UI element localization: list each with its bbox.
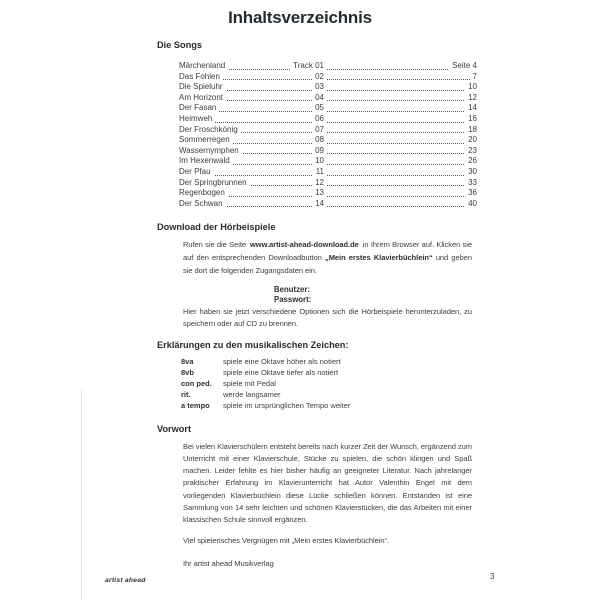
song-title: Heimweh: [179, 114, 215, 125]
page-title: Inhaltsverzeichnis: [228, 8, 372, 27]
section-heading-songs: Die Songs: [157, 40, 202, 50]
symbol-definition: spiele eine Oktave höher als notiert: [223, 356, 341, 366]
song-page: 36: [465, 188, 477, 199]
toc-row: [179, 135, 477, 146]
toc-row: [179, 72, 477, 83]
song-track: 06: [312, 114, 327, 125]
symbol-definition: spiele mit Pedal: [223, 378, 276, 388]
toc-row: [179, 125, 477, 136]
song-page: 18: [465, 125, 477, 136]
song-track: 12: [312, 178, 327, 189]
symbol-term: con ped.: [181, 378, 212, 388]
user-label: Benutzer:: [274, 284, 310, 294]
song-track: 05: [312, 103, 327, 114]
song-title: Der Pfau: [179, 167, 214, 178]
symbol-term: 8vb: [181, 367, 194, 377]
song-page: 12: [465, 93, 477, 104]
section-heading-download: Download der Hörbeispiele: [157, 222, 276, 233]
foreword-paragraph: Bei vielen Klavierschülern entsteht bereits nach kurzer Zeit der Wunsch, ergänzend zum Unterricht mit einer Klavierschule, Stücke zu spielen, die schön klingen und Spaß machen. Leider fehlte es hier bisher häufig an geeigneter Literatur. Nach jahrelanger praktischer Erfahrung im Klavierunterricht hat Autor Valenthin Engel mit dem vorliegenden Klavierbüchlein diese Lücke schließen können. Entstanden ist eine Sammlung von 14 sehr leichten und schönen Klavierstücken, die das Arbeiten mit einer klassischen Schule sinnvoll ergänzen.: [183, 441, 472, 525]
download-intro-paragraph: [183, 238, 472, 277]
toc-row: [179, 178, 477, 189]
song-page: 40: [465, 199, 477, 210]
toc-row: [179, 188, 477, 199]
song-title: Der Schwan: [179, 199, 226, 210]
intro-post: und geben sie dort die folgenden Zugangsdaten ein.: [183, 253, 472, 276]
song-track: 10: [312, 156, 327, 167]
definition-row: [181, 400, 600, 411]
scan-artifact-line: [81, 390, 82, 600]
table-of-contents: [179, 61, 477, 209]
song-page: 30: [465, 167, 477, 178]
song-title: Märchenland: [179, 61, 228, 72]
symbol-definition: werde langsamer: [223, 389, 281, 399]
song-track: 02: [312, 72, 327, 83]
song-title: Das Fohlen: [179, 72, 223, 83]
song-page: 26: [465, 156, 477, 167]
toc-row: [179, 114, 477, 125]
section-heading-symbols: Erklärungen zu den musikalischen Zeichen:: [157, 339, 349, 350]
credentials-block: [274, 285, 600, 306]
song-page: 10: [465, 82, 477, 93]
song-track: 07: [312, 125, 327, 136]
section-heading-foreword: Vorwort: [157, 423, 192, 434]
song-title: Die Spieluhr: [179, 82, 226, 93]
intro-pre: Rufen sie die Seite: [183, 240, 247, 250]
symbol-term: 8va: [181, 356, 194, 366]
toc-row: [179, 167, 477, 178]
symbol-definition: spiele eine Oktave tiefer als notiert: [223, 367, 339, 377]
definition-row: [181, 367, 600, 378]
song-title: Der Froschkönig: [179, 125, 241, 136]
page-number: 3: [490, 572, 495, 581]
song-title: Wassernymphen: [179, 146, 242, 157]
download-button-name: „Mein erstes Klavierbüchlein“: [325, 253, 433, 263]
toc-row: [179, 82, 477, 93]
toc-row: [179, 156, 477, 167]
song-page: 20: [465, 135, 477, 146]
intro-mid: in Ihrem Browser auf. Klicken sie auf den entsprechenden Downloadbutton: [183, 240, 472, 263]
song-track: 13: [312, 188, 327, 199]
symbol-term: a tempo: [181, 400, 210, 410]
publisher-logo: artist ahead: [105, 577, 146, 584]
song-track: 08: [312, 135, 327, 146]
symbol-term: rit.: [181, 389, 191, 399]
song-track: 11: [313, 167, 327, 178]
song-title: Am Horizont: [179, 93, 226, 104]
song-track: 09: [312, 146, 327, 157]
foreword-wish: Viel spielerisches Vergnügen mit „Mein erstes Klavierbüchlein“.: [183, 535, 389, 545]
song-title: Im Hexenwald: [179, 156, 233, 167]
toc-row: [179, 199, 477, 210]
song-title: Sommerregen: [179, 135, 233, 146]
definition-row: [181, 378, 600, 389]
toc-row: [179, 146, 477, 157]
toc-row: [179, 61, 477, 72]
toc-row: [179, 93, 477, 104]
definition-row: [181, 356, 600, 367]
song-page: 7: [470, 72, 477, 83]
download-note: Hier haben sie jetzt verschiedene Optionen sich die Hörbeispiele herunterzuladen, zu speichern oder auf CD zu brennen.: [183, 306, 472, 329]
song-track: Track 01: [290, 61, 327, 72]
song-page: 23: [465, 146, 477, 157]
toc-row: [179, 103, 477, 114]
symbol-definitions: [181, 356, 600, 411]
definition-row: [181, 389, 600, 400]
password-label: Passwort:: [274, 295, 312, 305]
song-track: 04: [312, 93, 327, 104]
song-page: 33: [465, 178, 477, 189]
song-title: Der Springbrunnen: [179, 178, 250, 189]
song-page: Seite 4: [449, 61, 477, 72]
song-page: 14: [465, 103, 477, 114]
song-page: 16: [465, 114, 477, 125]
song-title: Der Fasan: [179, 103, 219, 114]
symbol-definition: spiele im ursprünglichen Tempo weiter: [223, 400, 351, 410]
foreword-closing: Ihr artist ahead Musikverlag: [183, 558, 274, 568]
song-track: 14: [312, 199, 327, 210]
download-url: www.artist-ahead-download.de: [250, 240, 359, 250]
song-track: 03: [312, 82, 327, 93]
song-title: Regenbogen: [179, 188, 228, 199]
